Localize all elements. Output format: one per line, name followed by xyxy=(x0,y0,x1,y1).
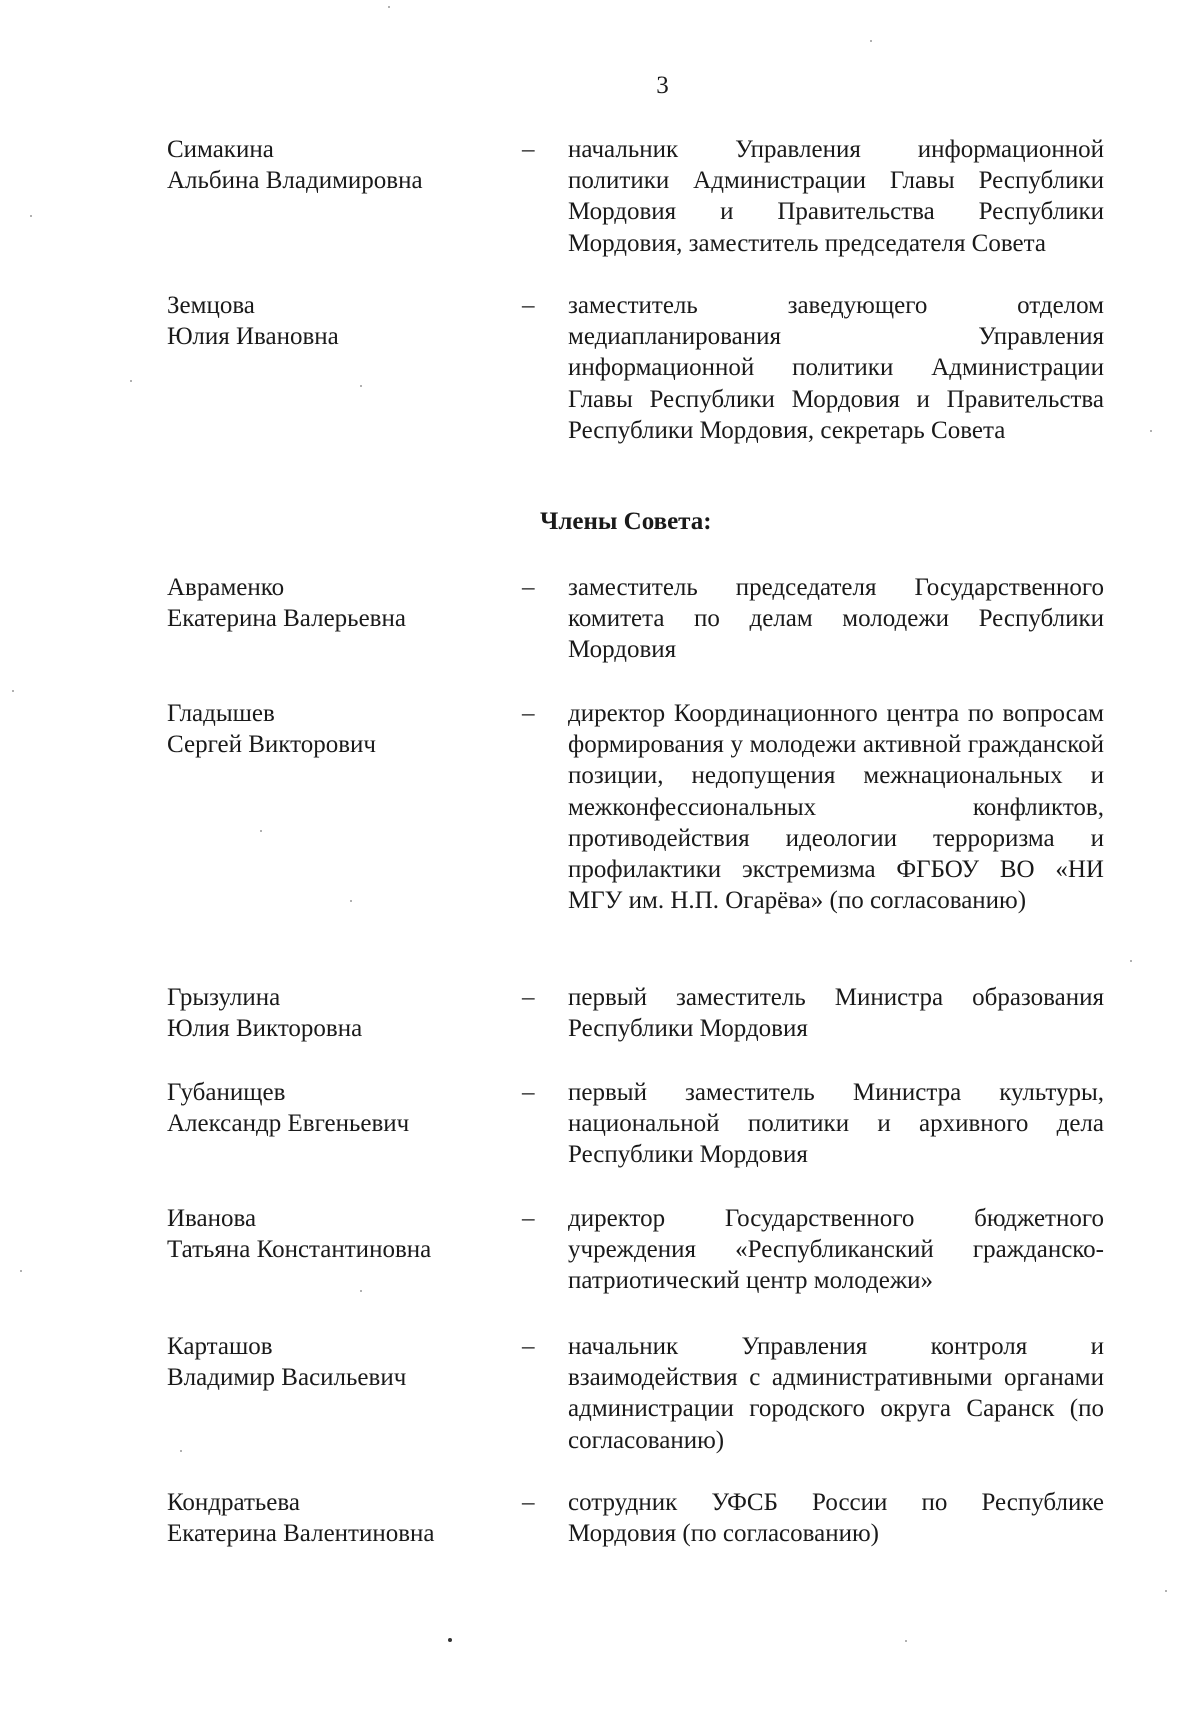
member-position: директор Координационного центра по вопросам формирования у молодежи активной гражданской позиции, недопущения межнациональных и межконфессиональных конфликтов, противодействия идеологии терроризма и профилактики экстремизма ФГБОУ ВО «НИ МГУ им. Н.П. Огарёва» (по согласованию) xyxy=(568,700,1104,915)
dash-separator: – xyxy=(522,1333,535,1360)
dash-separator: – xyxy=(522,1079,535,1106)
scan-speck xyxy=(350,900,352,902)
member-surname: Симакина xyxy=(167,136,274,163)
scan-speck xyxy=(20,1270,22,1272)
member-name xyxy=(167,1487,497,1549)
member-name xyxy=(167,290,497,352)
member-name xyxy=(167,572,497,634)
member-name xyxy=(167,982,497,1044)
member-surname: Иванова xyxy=(167,1205,257,1232)
dash-separator: – xyxy=(522,292,535,319)
dash-separator: – xyxy=(522,1205,535,1232)
scan-speck xyxy=(12,690,14,692)
scan-speck xyxy=(1165,1590,1167,1592)
scan-speck xyxy=(130,380,132,382)
scan-speck xyxy=(1130,960,1132,962)
member-given-names: Сергей Викторович xyxy=(167,731,376,758)
member-position: первый заместитель Министра образования Республики Мордовия xyxy=(568,984,1104,1043)
member-position: заместитель заведующего отделом медиапланирования Управления информационной политики Администрации Главы Республики Мордовия и Правительства Республики Мордовия, секретарь Совета xyxy=(568,292,1104,444)
member-given-names: Екатерина Валентиновна xyxy=(167,1520,435,1547)
member-given-names: Владимир Васильевич xyxy=(167,1364,407,1391)
scan-speck xyxy=(260,830,262,832)
member-given-names: Екатерина Валерьевна xyxy=(167,605,406,632)
scan-speck xyxy=(180,1450,182,1452)
member-name xyxy=(167,1077,497,1139)
member-surname: Земцова xyxy=(167,292,255,319)
member-given-names: Альбина Владимировна xyxy=(167,167,423,194)
scan-speck xyxy=(448,1638,452,1642)
scan-speck xyxy=(360,385,362,387)
member-position: сотрудник УФСБ России по Республике Мордовия (по согласованию) xyxy=(568,1489,1104,1548)
member-name xyxy=(167,698,497,760)
member-position: начальник Управления контроля и взаимодействия с административными органами администрации городского округа Саранск (по согласованию) xyxy=(568,1333,1104,1454)
member-given-names: Татьяна Константиновна xyxy=(167,1236,432,1263)
member-given-names: Юлия Викторовна xyxy=(167,1015,363,1042)
member-surname: Карташов xyxy=(167,1333,273,1360)
scan-speck xyxy=(30,215,32,217)
dash-separator: – xyxy=(522,136,535,163)
scan-speck xyxy=(388,6,390,8)
scan-speck xyxy=(870,40,872,42)
member-surname: Авраменко xyxy=(167,574,285,601)
member-position: заместитель председателя Государственного комитета по делам молодежи Республики Мордовия xyxy=(568,574,1104,664)
members-heading: Члены Совета: xyxy=(540,508,712,535)
member-position: директор Государственного бюджетного учреждения «Республиканский гражданско-патриотический центр молодежи» xyxy=(568,1205,1104,1295)
member-name xyxy=(167,1331,497,1393)
member-surname: Грызулина xyxy=(167,984,281,1011)
scan-speck xyxy=(360,1290,362,1292)
member-surname: Кондратьева xyxy=(167,1489,300,1516)
member-given-names: Юлия Ивановна xyxy=(167,323,339,350)
scan-speck xyxy=(1150,430,1152,432)
dash-separator: – xyxy=(522,574,535,601)
dash-separator: – xyxy=(522,700,535,727)
member-position: первый заместитель Министра культуры, национальной политики и архивного дела Республики Мордовия xyxy=(568,1079,1104,1169)
page-number: 3 xyxy=(656,72,669,99)
member-position: начальник Управления информационной политики Администрации Главы Республики Мордовия и Правительства Республики Мордовия, заместитель председателя Совета xyxy=(568,136,1104,257)
scan-speck xyxy=(905,1640,907,1642)
member-name xyxy=(167,134,497,196)
dash-separator: – xyxy=(522,984,535,1011)
member-given-names: Александр Евгеньевич xyxy=(167,1110,410,1137)
member-surname: Гладышев xyxy=(167,700,275,727)
member-surname: Губанищев xyxy=(167,1079,286,1106)
dash-separator: – xyxy=(522,1489,535,1516)
member-name xyxy=(167,1203,497,1265)
